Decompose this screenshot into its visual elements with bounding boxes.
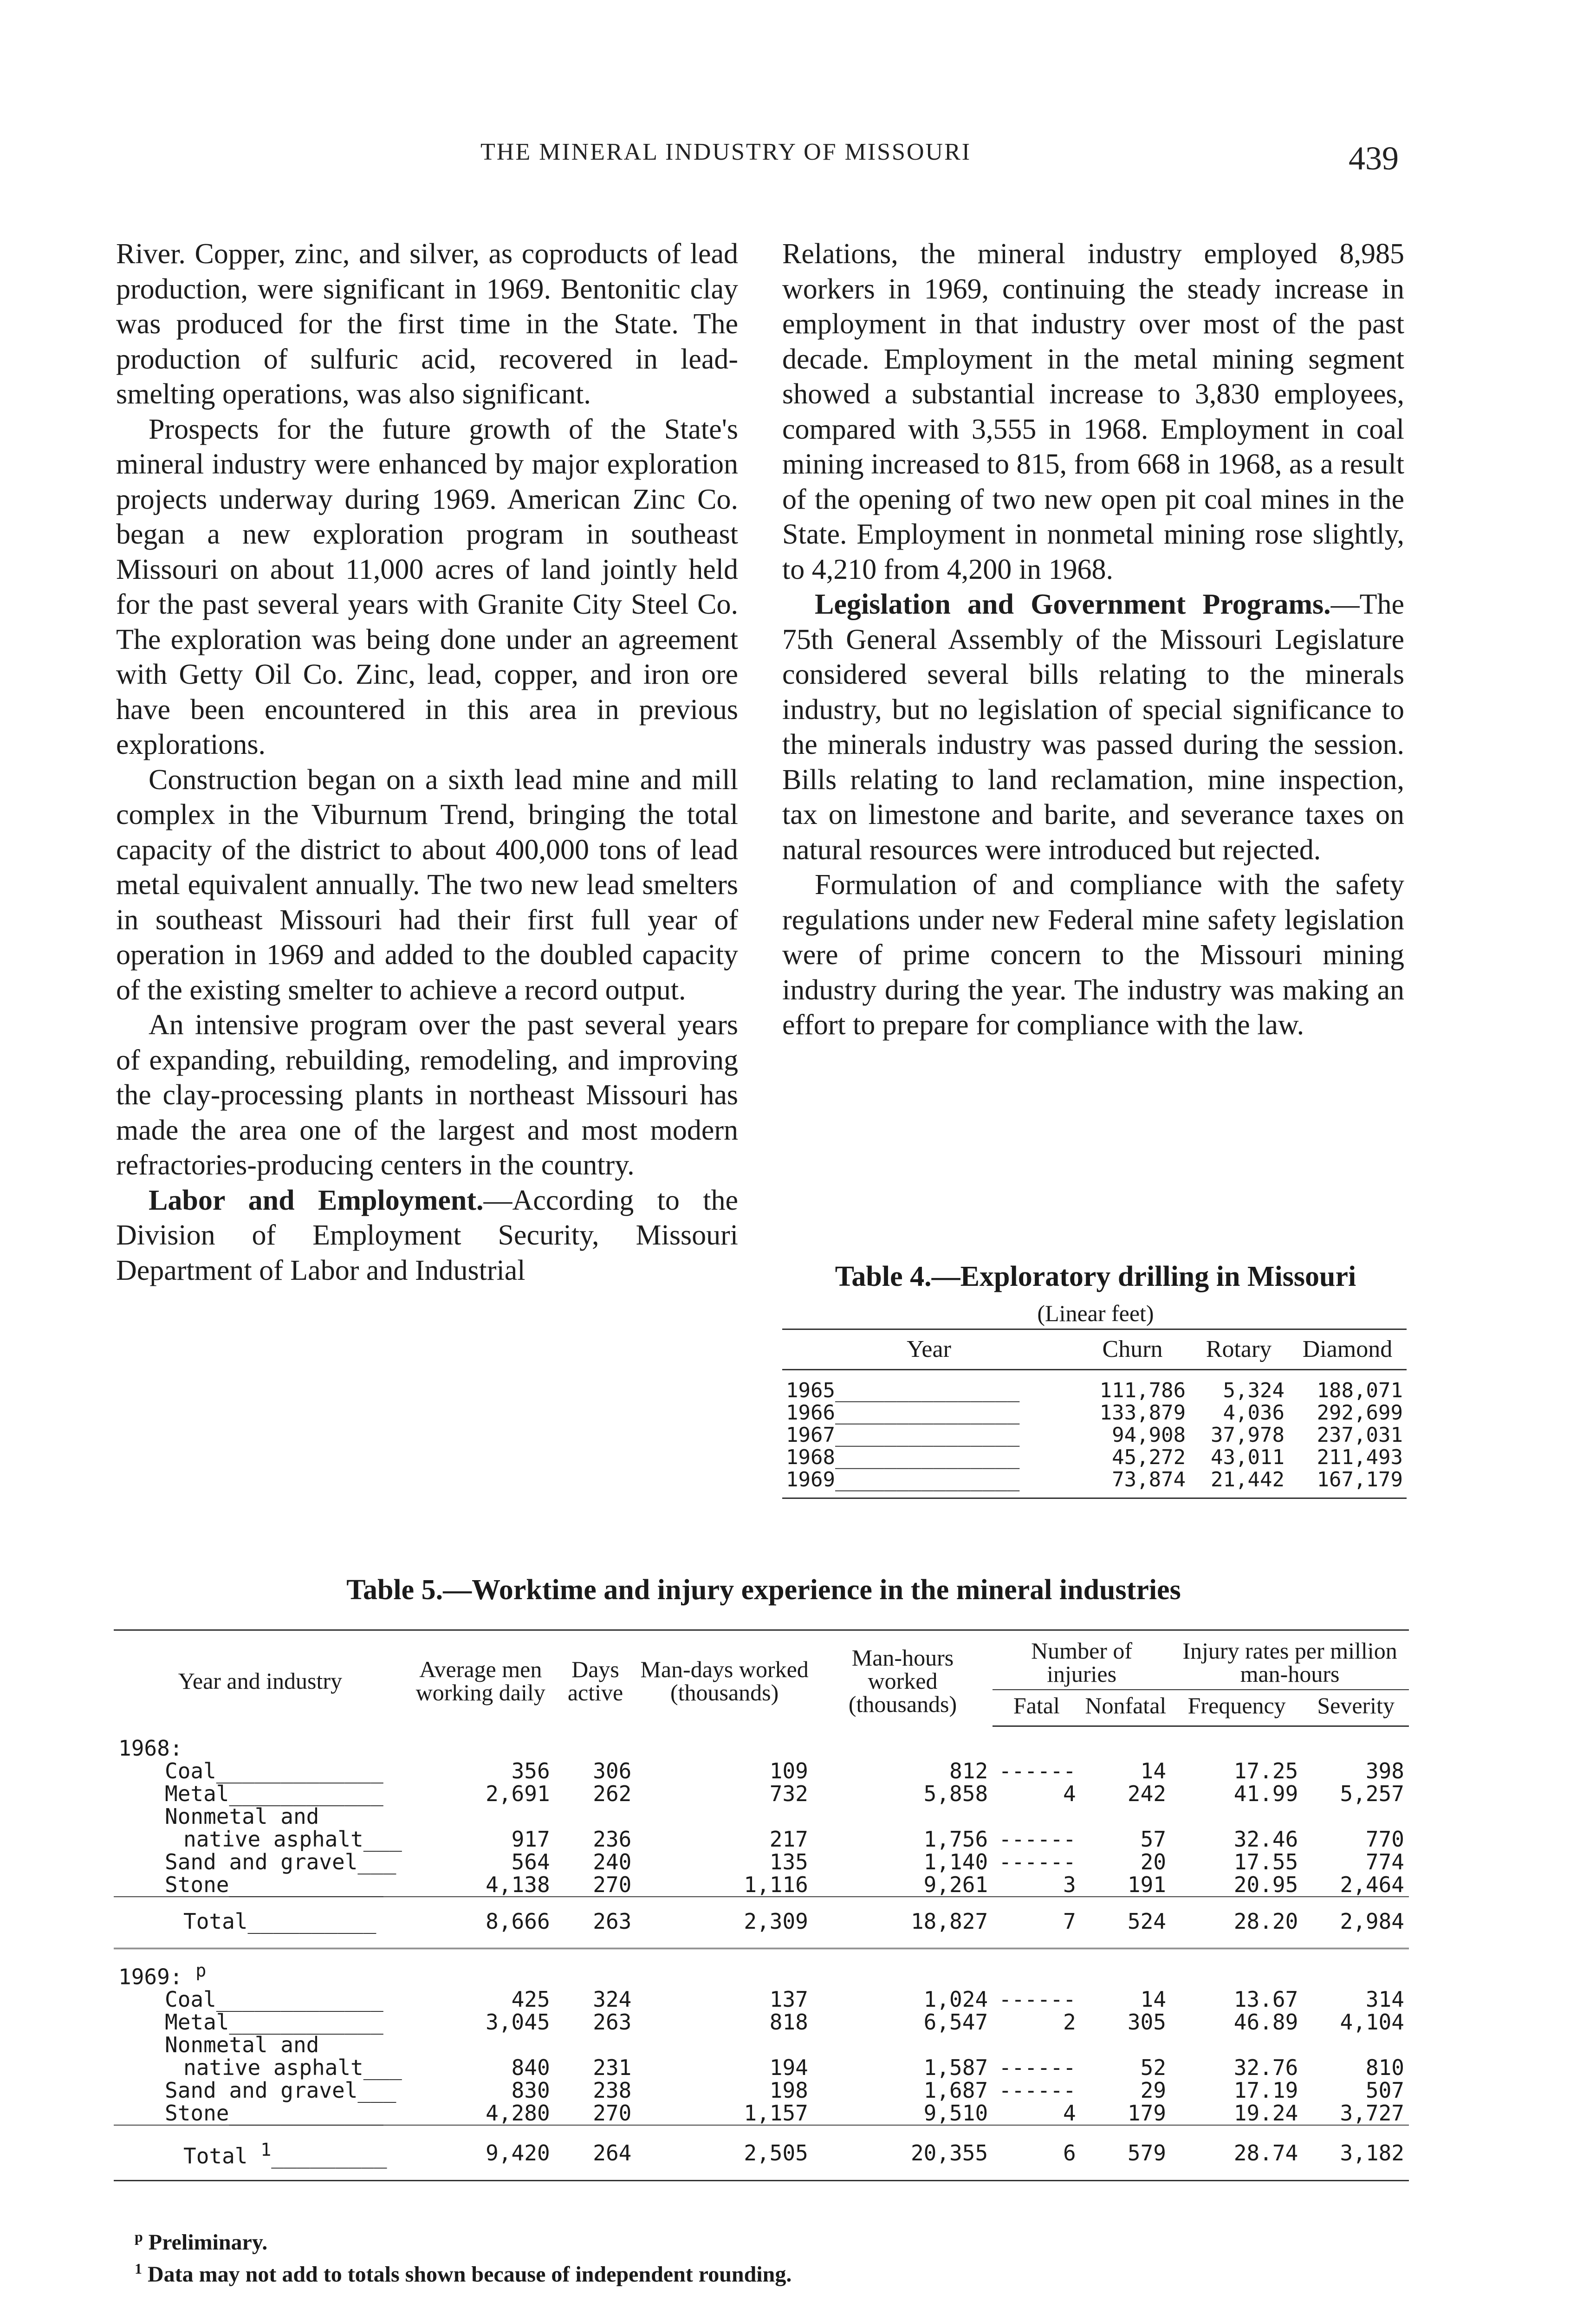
table5-cell: 1,587 — [923, 2055, 988, 2081]
table5-cell: 398 — [1365, 1758, 1404, 1783]
labor-text: —According to the Division of Employment Security, Missouri Department of Labor and Industrial — [116, 1184, 739, 1286]
table4-row — [782, 1446, 1407, 1469]
table5-cell: 1,024 — [923, 1987, 988, 2012]
table5-header-man-hours: Man-hours worked (thousands) — [813, 1630, 993, 1726]
left-paragraph-2: Prospects for the future growth of the State's mineral industry were enhanced by major exploration projects underway during 1969. American Zinc Co. began a new exploration program in southeast Missouri on about 11,000 acres of land jointly held for the past several years with Granite City Steel Co. The exploration was being done under an agreement with Getty Oil Co. Zinc, lead, copper, and iron ore have been encountered in this area in previous explorations. — [116, 413, 738, 760]
table5-row — [114, 1760, 1409, 1783]
table5-cell: 238 — [593, 2078, 632, 2103]
table5-cell: 46.89 — [1233, 2010, 1298, 2035]
page-number: 439 — [1349, 140, 1399, 177]
right-paragraph-1: Relations, the mineral industry employed 8,985 workers in 1969, continuing the steady increase in employment in that industry over most of the past decade. Employment in the metal mining segment showed a substantial increase to 3,830 employees, compared with 3,555 in 1968. Employment in coal mining increased to 815, from 668 in 1968, as a result of the opening of two new open pit coal mines in the State. Employment in nonmetal mining rose slightly, to 4,210 from 4,200 in 1968. — [782, 238, 1404, 585]
table5-row — [114, 1828, 1409, 1851]
table5-cell: 812 — [949, 1758, 988, 1783]
table4-cell: 21,442 — [1189, 1469, 1288, 1498]
table5-cell: 1,157 — [744, 2101, 808, 2126]
table5-cell: 198 — [769, 2078, 808, 2103]
table5-separator — [114, 1945, 1409, 1949]
table5-header-avg-men: Average men working daily — [407, 1630, 555, 1726]
table5-label: Stone____________ — [165, 1872, 383, 1897]
table5-cell: 1,140 — [923, 1849, 988, 1874]
table5-header-nonfatal: Nonfatal — [1081, 1690, 1171, 1726]
table5-label: Nonmetal and — [165, 2032, 319, 2058]
table5-cell: ------ — [999, 1987, 1076, 2012]
table5-row — [114, 1783, 1409, 1805]
table5-cell: 19.24 — [1233, 2101, 1298, 2126]
table5-cell: 4 — [1063, 1781, 1076, 1806]
table5-header-frequency: Frequency — [1171, 1690, 1303, 1726]
table5-cell: 305 — [1127, 2010, 1167, 2035]
table5-cell: 17.19 — [1233, 2078, 1298, 2103]
table4-header-rotary: Rotary — [1189, 1329, 1288, 1370]
left-paragraph-4: An intensive program over the past several years of expanding, rebuilding, remodeling, and improving the clay-processing plants in northeast Missouri has made the area one of the largest and most modern refractories-producing centers in the country. — [116, 1009, 738, 1181]
table5-cell: ------ — [999, 2055, 1076, 2081]
table5-cell: 4,104 — [1340, 2010, 1404, 2035]
table5-cell: 1,756 — [923, 1827, 988, 1852]
table5-cell: 20.95 — [1233, 1872, 1298, 1897]
table5-cell: 324 — [593, 1987, 632, 2012]
table5-cell: 263 — [593, 2010, 632, 2035]
table4-cell: 133,879 — [1099, 1401, 1186, 1425]
table5-cell: 6 — [993, 2125, 1081, 2180]
table4-cell: 292,699 — [1317, 1401, 1403, 1425]
table5-cell: 564 — [511, 1849, 550, 1874]
table5-cell: 242 — [1127, 1781, 1167, 1806]
table5-header-fatal: Fatal — [993, 1690, 1081, 1726]
table5-label: Coal_____________ — [165, 1758, 383, 1783]
table5-cell: 20 — [1140, 1849, 1167, 1874]
table5-cell: 3,045 — [486, 2010, 550, 2035]
table5-title: Table 5.—Worktime and injury experience in the mineral industries — [346, 1574, 1181, 1606]
table5-cell: 194 — [769, 2055, 808, 2081]
table5-label: Sand and gravel___ — [165, 1849, 396, 1874]
table5-cell: 17.25 — [1233, 1758, 1298, 1783]
table5-cell: 14 — [1140, 1758, 1167, 1783]
table5-year-1969 — [114, 1949, 1409, 1989]
table5-cell: 425 — [511, 1987, 550, 2012]
table5-total-label: Total__________ — [114, 1897, 407, 1945]
table5-cell: 32.76 — [1233, 2055, 1298, 2081]
table5-cell: 264 — [555, 2125, 636, 2180]
table5-cell: 2,505 — [636, 2125, 813, 2180]
table4-cell: 4,036 — [1223, 1401, 1285, 1425]
table5-cell: 179 — [1127, 2101, 1167, 2126]
table5-cell: 4,280 — [486, 2101, 550, 2126]
table5-total-row — [114, 2125, 1409, 2180]
footnote-rounding — [135, 2256, 792, 2288]
left-paragraph-3: Construction began on a sixth lead mine and mill complex in the Viburnum Trend, bringing the total capacity of the district to about 400,000 tons of lead metal equivalent annually. The two new lead smelters in southeast Missouri had their first full year of operation in 1969 and added to the doubled capacity of the existing smelter to achieve a record output. — [116, 764, 738, 1006]
table5-cell: 9,510 — [923, 2101, 988, 2126]
table5-cell: 262 — [593, 1781, 632, 1806]
table5-cell: 732 — [769, 1781, 808, 1806]
table5-year-row — [114, 1949, 1409, 1989]
table5-cell: 17.55 — [1233, 1849, 1298, 1874]
table5-cell: 4 — [1063, 2101, 1076, 2126]
table5-cell: 28.20 — [1171, 1897, 1303, 1945]
preliminary-mark: p — [195, 1960, 207, 1981]
table5-cell: 314 — [1365, 1987, 1404, 2012]
table5-cell: 270 — [593, 2101, 632, 2126]
table4-row — [782, 1469, 1407, 1498]
table5-cell: 6,547 — [923, 2010, 988, 2035]
table5-cell: 7 — [993, 1897, 1081, 1945]
table5-cell: 13.67 — [1233, 1987, 1298, 2012]
table4-cell: 1969_______________ — [782, 1469, 1076, 1498]
table5-cell: 830 — [511, 2078, 550, 2103]
table5-cell: 840 — [511, 2055, 550, 2081]
table5-cell: 18,827 — [813, 1897, 993, 1945]
table5-cell: 263 — [555, 1897, 636, 1945]
table5-label: Metal____________ — [165, 2010, 383, 2035]
table5-cell: 8,666 — [407, 1897, 555, 1945]
table5-cell: 217 — [769, 1827, 808, 1852]
table4-cell: 94,908 — [1112, 1423, 1186, 1447]
table5-header-man-days: Man-days worked (thousands) — [636, 1630, 813, 1726]
table4-header-churn: Churn — [1076, 1329, 1189, 1370]
table5-cell: 52 — [1140, 2055, 1167, 2081]
table5-cell: 20,355 — [813, 2125, 993, 2180]
table5-label: native asphalt___ — [183, 1827, 402, 1852]
table5-cell: 29 — [1140, 2078, 1167, 2103]
table4-cell: 1965_______________ — [786, 1379, 1020, 1402]
table5-header-row — [114, 1630, 1409, 1690]
table5-row — [114, 2034, 1409, 2056]
table5-cell: 5,858 — [923, 1781, 988, 1806]
table5-cell: ------ — [999, 1758, 1076, 1783]
footnote-p-text: Preliminary. — [148, 2230, 268, 2255]
table4-cell: 43,011 — [1211, 1446, 1285, 1469]
table4-header-row — [782, 1329, 1407, 1370]
table5-cell: 57 — [1140, 1827, 1167, 1852]
table5-header-injuries: Number of injuries — [993, 1630, 1171, 1690]
table5-cell: 2,464 — [1340, 1872, 1404, 1897]
table4-cell: 73,874 — [1076, 1469, 1189, 1498]
table4-cell: 1968_______________ — [786, 1446, 1020, 1469]
table5-row — [114, 1805, 1409, 1828]
table4-cell: 1967_______________ — [786, 1423, 1020, 1447]
table5-row — [114, 2011, 1409, 2034]
table4-cell: 45,272 — [1112, 1446, 1186, 1469]
table5-year-1969-label: 1969: — [118, 1964, 183, 1990]
left-column — [116, 237, 738, 1288]
table5-cell: 32.46 — [1233, 1827, 1298, 1852]
running-title: THE MINERAL INDUSTRY OF MISSOURI — [480, 139, 972, 165]
table4-cell: 211,493 — [1317, 1446, 1403, 1469]
table5-cell: 810 — [1365, 2055, 1404, 2081]
table4-cell: 1966_______________ — [786, 1401, 1020, 1425]
footnote-p-mark: p — [135, 2228, 143, 2245]
table4-cell: 111,786 — [1099, 1379, 1186, 1402]
table5-total-1969-label: Total — [183, 2143, 248, 2169]
table5-cell: 2,691 — [486, 1781, 550, 1806]
table4-cell: 37,978 — [1211, 1423, 1285, 1447]
table4-row — [782, 1402, 1407, 1424]
table5-cell: 579 — [1081, 2125, 1171, 2180]
table5-cell: 236 — [593, 1827, 632, 1852]
table5-cell: 9,420 — [407, 2125, 555, 2180]
table5 — [114, 1629, 1409, 2181]
footnote-1-mark: 1 — [135, 2260, 142, 2277]
table5-label: native asphalt___ — [183, 2055, 402, 2081]
table5-cell: 507 — [1365, 2078, 1404, 2103]
table5-separator-cell — [114, 1945, 1409, 1949]
table5-row — [114, 1988, 1409, 2011]
table5-cell: 5,257 — [1340, 1781, 1404, 1806]
table4-cell: 167,179 — [1288, 1469, 1407, 1498]
table5-cell: 524 — [1081, 1897, 1171, 1945]
table5-total-label — [114, 2125, 407, 2180]
table5-header-injury-rates: Injury rates per million man-hours — [1171, 1630, 1409, 1690]
left-paragraph-5 — [116, 1183, 738, 1289]
table5-cell: 774 — [1365, 1849, 1404, 1874]
table4-header-year: Year — [782, 1329, 1076, 1370]
table5-cell: 135 — [769, 1849, 808, 1874]
table5-cell: 9,261 — [923, 1872, 988, 1897]
table5-cell: 1,687 — [923, 2078, 988, 2103]
table5-label: Sand and gravel___ — [165, 2078, 396, 2103]
table5-header-severity: Severity — [1303, 1690, 1409, 1726]
footnotes — [135, 2224, 792, 2288]
right-paragraph-3: Formulation of and compliance with the safety regulations under new Federal mine safety legislation were of prime concern to the Missouri mining industry during the year. The industry was making an effort to prepare for compliance with the law. — [782, 869, 1404, 1041]
table4-header-diamond: Diamond — [1288, 1329, 1407, 1370]
table5-cell: 2,984 — [1303, 1897, 1409, 1945]
table5-cell: 2 — [1063, 2010, 1076, 2035]
table4-row — [782, 1424, 1407, 1446]
table5-cell: 3,182 — [1303, 2125, 1409, 2180]
table4-row — [782, 1370, 1407, 1402]
table5-row — [114, 2056, 1409, 2079]
table4-cell: 237,031 — [1317, 1423, 1403, 1447]
table5-cell: 109 — [769, 1758, 808, 1783]
table5-header-days-active: Days active — [555, 1630, 636, 1726]
table5-cell: 270 — [593, 1872, 632, 1897]
table5-row — [114, 1874, 1409, 1897]
table5-row — [114, 1851, 1409, 1874]
table5-cell: 41.99 — [1233, 1781, 1298, 1806]
legislation-heading: Legislation and Government Programs. — [815, 589, 1331, 620]
footnote-1-text: Data may not add to totals shown because of independent rounding. — [148, 2262, 792, 2287]
table5-cell: 14 — [1140, 1987, 1167, 2012]
rounding-mark: 1 — [260, 2139, 272, 2161]
table5-label: Nonmetal and — [165, 1804, 319, 1829]
table4-title: Table 4.—Exploratory drilling in Missouri — [835, 1261, 1356, 1292]
table4-cell: 188,071 — [1317, 1379, 1403, 1402]
table5-total-1969-leader: _________ — [271, 2143, 387, 2169]
table5-label: Coal_____________ — [165, 1987, 383, 2012]
table5-cell: ------ — [999, 1827, 1076, 1852]
table5-label: Metal____________ — [165, 1781, 383, 1806]
table5-total-row — [114, 1897, 1409, 1945]
table5-row — [114, 2079, 1409, 2102]
table5-cell: 28.74 — [1171, 2125, 1303, 2180]
table5-cell: 917 — [511, 1827, 550, 1852]
table5-label: Stone____________ — [165, 2101, 383, 2126]
table5-cell: 818 — [769, 2010, 808, 2035]
table5-cell: 306 — [593, 1758, 632, 1783]
table5-cell: 191 — [1127, 1872, 1167, 1897]
table5-cell: 3,727 — [1340, 2101, 1404, 2126]
right-paragraph-2 — [782, 587, 1404, 868]
table5-cell: ------ — [999, 1849, 1076, 1874]
table5-cell: 3 — [1063, 1872, 1076, 1897]
table4 — [782, 1329, 1407, 1499]
table4-subtitle: (Linear feet) — [1037, 1300, 1154, 1326]
table5-year-1968: 1968: — [118, 1736, 183, 1761]
table5-cell: 240 — [593, 1849, 632, 1874]
table5-cell: 1,116 — [744, 1872, 808, 1897]
table5-cell: 2,309 — [636, 1897, 813, 1945]
left-paragraph-1: River. Copper, zinc, and silver, as coproducts of lead production, were significant in 1969. Bentonitic clay was produced for the first time in the State. The production of sulfuric acid, recovered in lead-smelting operations, was also significant. — [116, 238, 738, 410]
legislation-text: —The 75th General Assembly of the Missouri Legislature considered several bills relating to the minerals industry, but no legislation of special significance to the minerals industry was passed during the session. Bills relating to land reclamation, mine inspection, tax on limestone and barite, and severance taxes on natural resources were introduced but rejected. — [782, 589, 1404, 866]
table5-cell: 356 — [511, 1758, 550, 1783]
table5-cell: 4,138 — [486, 1872, 550, 1897]
table5-row — [114, 2102, 1409, 2125]
table5-cell: 770 — [1365, 1827, 1404, 1852]
table5-cell: ------ — [999, 2078, 1076, 2103]
table5-header-year-industry: Year and industry — [114, 1630, 407, 1726]
footnote-preliminary — [135, 2224, 792, 2256]
table5-cell: 231 — [593, 2055, 632, 2081]
labor-heading: Labor and Employment. — [149, 1184, 484, 1216]
table5-cell: 137 — [769, 1987, 808, 2012]
table5-year-row — [114, 1726, 1409, 1760]
table4-cell: 5,324 — [1223, 1379, 1285, 1402]
right-column — [782, 237, 1404, 1043]
